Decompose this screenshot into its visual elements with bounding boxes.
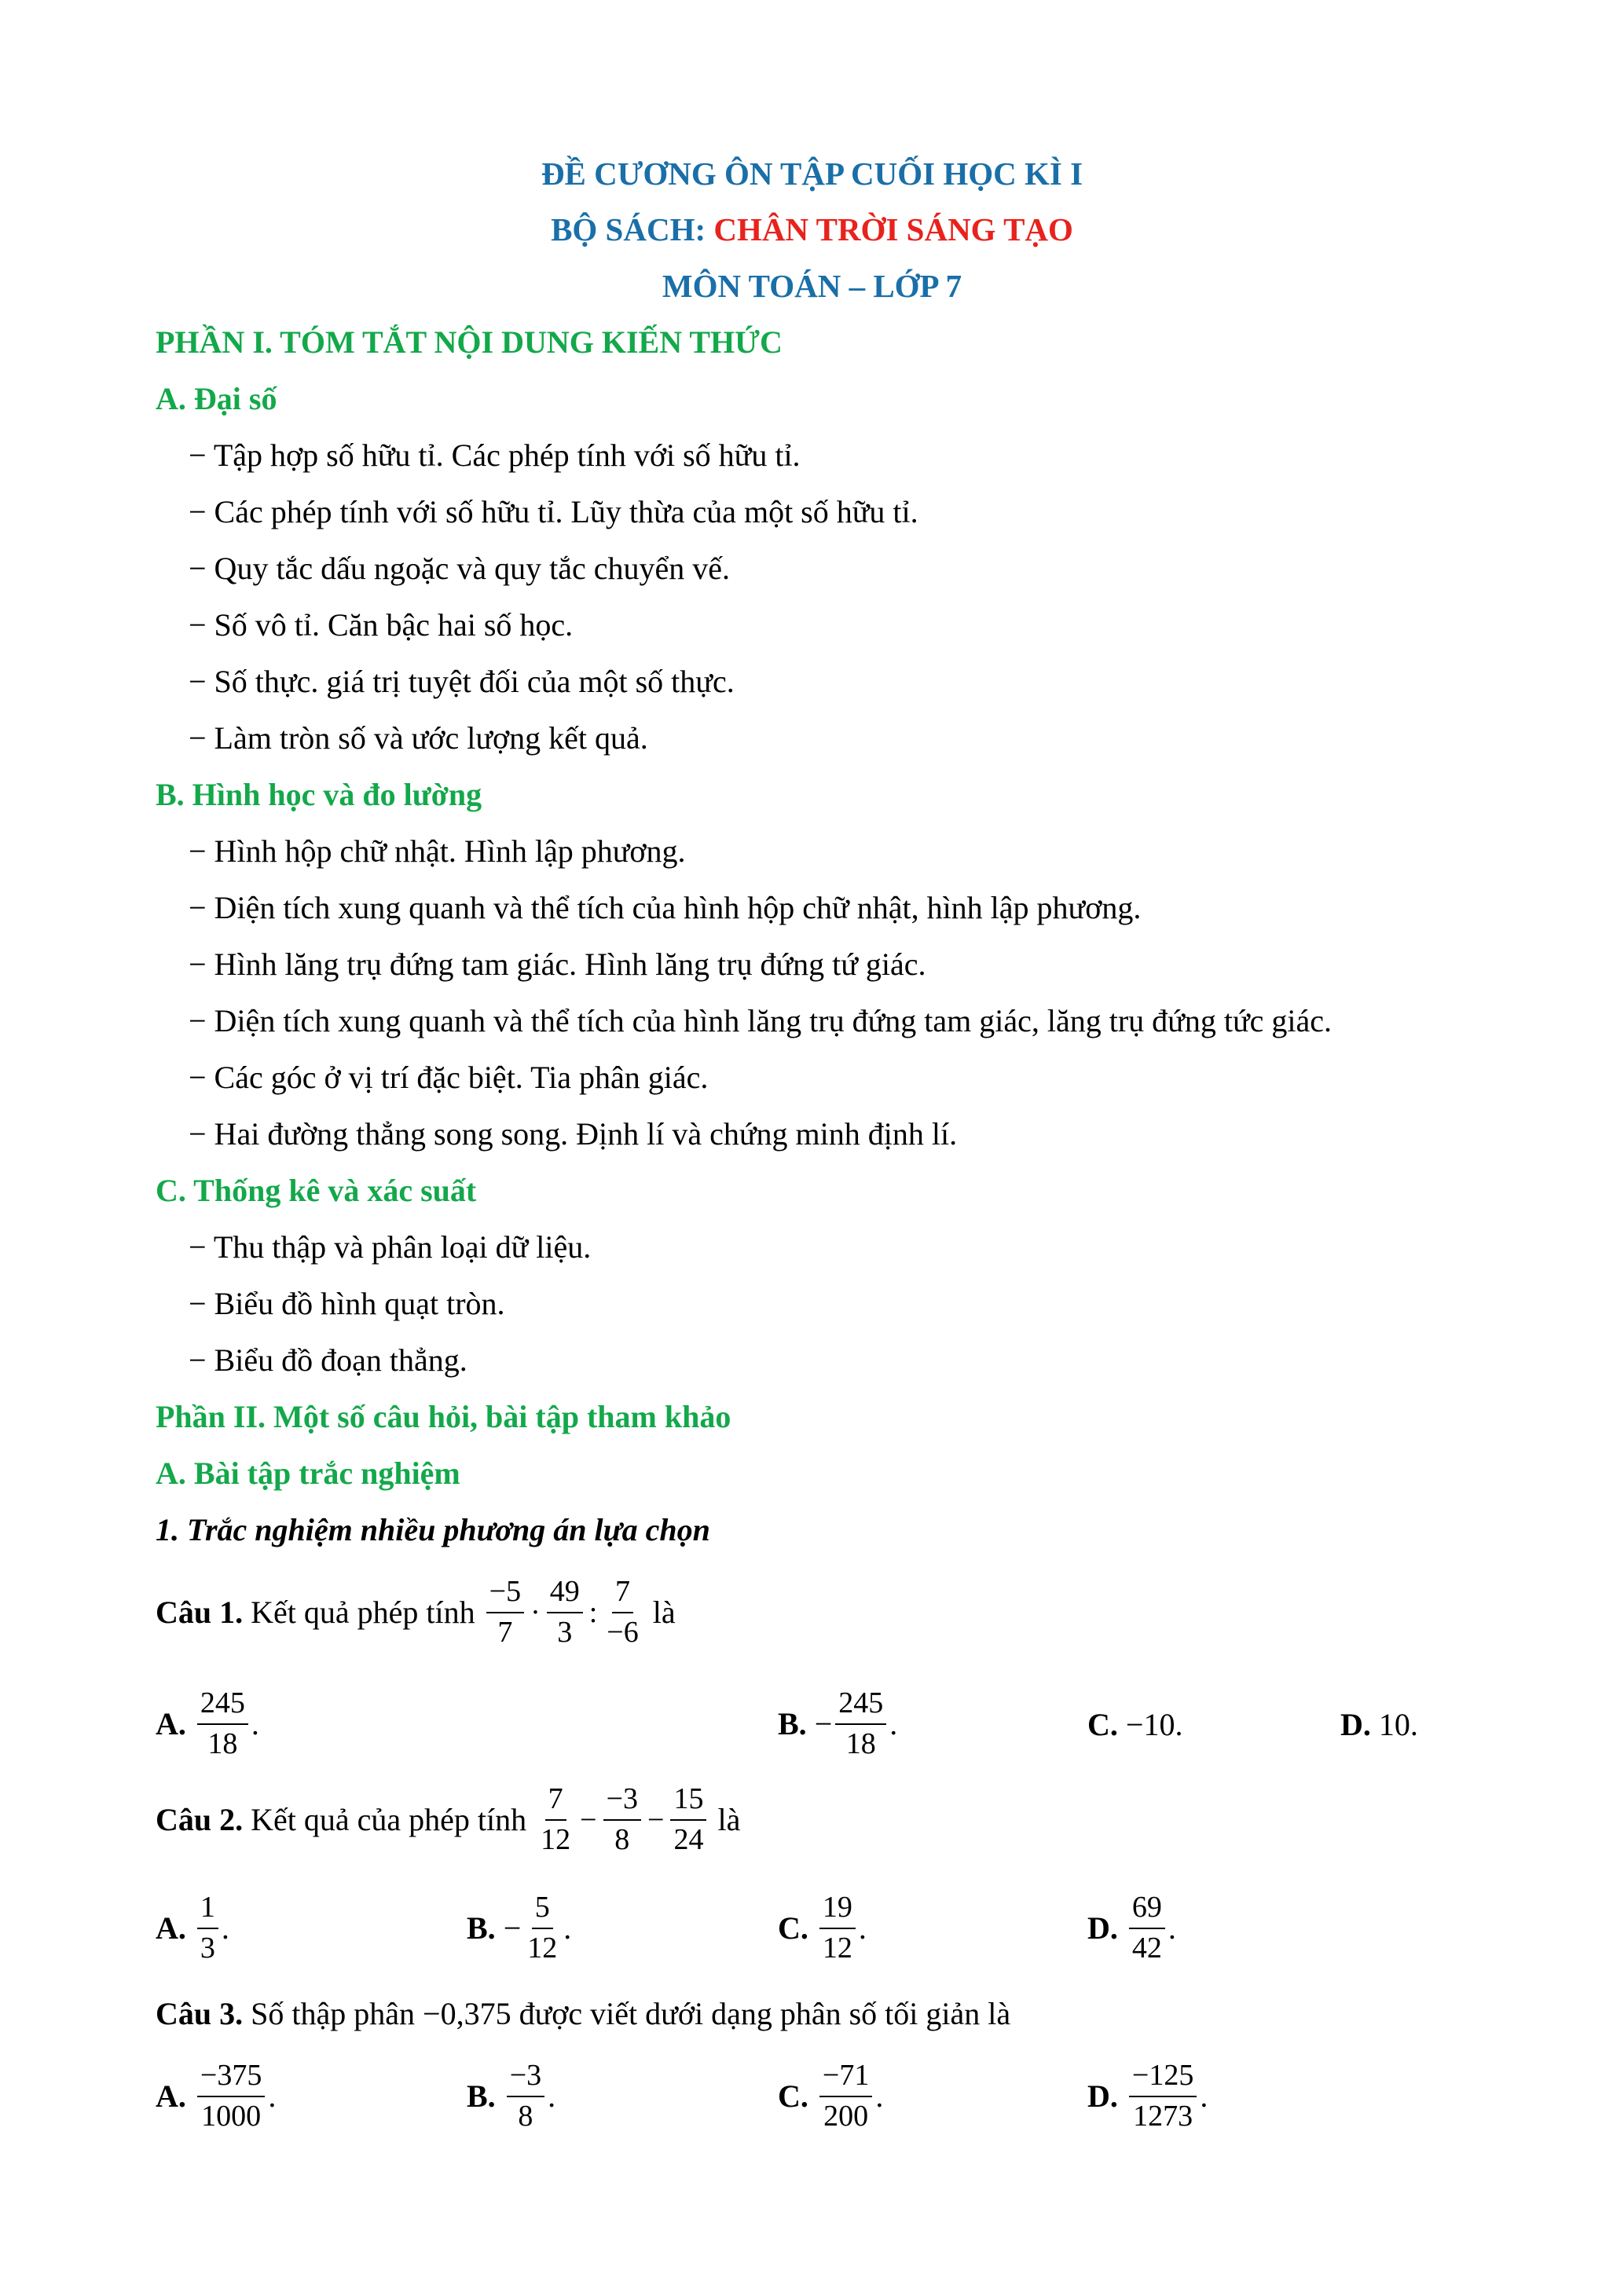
answer-option-d: D. $\frac{-125}{1273}$ .	[1087, 2059, 1208, 2133]
question-2	[156, 1783, 740, 1857]
question-label: Câu 3.	[156, 1996, 244, 2031]
doc-title-line3: MÔN TOÁN – LỚP 7	[662, 268, 962, 304]
fraction: $\frac{15}{24}$	[670, 1783, 706, 1857]
question-3	[156, 1995, 1010, 2032]
list-item: − Hai đường thẳng song song. Định lí và chứng minh định lí.	[189, 1116, 958, 1152]
answer-option-c: C. $\frac{-71}{200}$ .	[778, 2059, 884, 2133]
list-item: − Thu thập và phân loại dữ liệu.	[189, 1229, 592, 1265]
list-item: − Hình hộp chữ nhật. Hình lập phương.	[189, 833, 686, 869]
list-item: − Biểu đồ đoạn thẳng.	[189, 1342, 467, 1378]
question-text: Kết quả phép tính	[251, 1595, 475, 1631]
section-b-title: B. Hình học và đo lường	[156, 777, 482, 812]
question-label: Câu 1.	[156, 1595, 244, 1631]
doc-title-line2	[0, 211, 1624, 248]
part2-title: Phần II. Một số câu hỏi, bài tập tham khảo	[156, 1399, 731, 1434]
part2-subtitle: 1. Trắc nghiệm nhiều phương án lựa chọn	[156, 1512, 710, 1547]
answer-option-b: B. − $\frac{245}{18}$ .	[778, 1686, 898, 1760]
answer-option-c: C. −10.	[1087, 1707, 1183, 1742]
operator: −	[647, 1803, 665, 1836]
answer-option-a: A. $\frac{1}{3}$ .	[156, 1891, 229, 1965]
answer-option-a: A. $\frac{245}{18}$ .	[156, 1686, 259, 1760]
answer-option-a: A. $\frac{-375}{1000}$ .	[156, 2059, 277, 2133]
list-item: − Số vô tỉ. Căn bậc hai số học.	[189, 607, 574, 643]
question-1	[156, 1576, 676, 1650]
list-item: − Các góc ở vị trí đặc biệt. Tia phân giác.	[189, 1060, 709, 1095]
question-label: Câu 2.	[156, 1802, 244, 1838]
question-suffix: là	[652, 1595, 676, 1631]
list-item: − Quy tắc dấu ngoặc và quy tắc chuyển vế.	[189, 551, 730, 586]
operator: :	[588, 1595, 598, 1629]
answer-option-d: D. 10.	[1340, 1707, 1418, 1742]
operator: ·	[530, 1595, 541, 1629]
doc-title-book: CHÂN TRỜI SÁNG TẠO	[713, 211, 1073, 247]
answer-option-b: B. − $\frac{5}{12}$ .	[467, 1891, 572, 1965]
answer-option-c: C. $\frac{19}{12}$ .	[778, 1891, 867, 1965]
list-item: − Diện tích xung quanh và thể tích của hình lăng trụ đứng tam giác, lăng trụ đứng tức giác.	[189, 1003, 1332, 1038]
list-item: − Diện tích xung quanh và thể tích của hình hộp chữ nhật, hình lập phương.	[189, 890, 1142, 925]
section-c-title: C. Thống kê và xác suất	[156, 1173, 477, 1208]
question-text: Kết quả của phép tính	[251, 1802, 527, 1838]
part1-title: PHẦN I. TÓM TẮT NỘI DUNG KIẾN THỨC	[156, 324, 783, 360]
question-suffix: là	[717, 1802, 741, 1838]
fraction: $\frac{7}{12}$	[541, 1782, 571, 1856]
list-item: − Hình lăng trụ đứng tam giác. Hình lăng trụ đứng tứ giác.	[189, 947, 926, 982]
answer-option-d: D. $\frac{69}{42}$ .	[1087, 1891, 1176, 1965]
answer-option-b: B. $\frac{-3}{8}$ .	[467, 2059, 556, 2133]
fraction: $\frac{49}{3}$	[547, 1576, 583, 1650]
list-item: − Làm tròn số và ước lượng kết quả.	[189, 720, 648, 756]
list-item: − Các phép tính với số hữu tỉ. Lũy thừa của một số hữu tỉ.	[189, 494, 918, 529]
fraction: $\frac{-3}{8}$	[603, 1783, 641, 1857]
question-text: Số thập phân −0,375 được viết dưới dạng phân số tối giản là	[251, 1996, 1011, 2031]
list-item: − Tập hợp số hữu tỉ. Các phép tính với số hữu tỉ.	[189, 438, 801, 473]
fraction: $\frac{-5}{7}$	[486, 1576, 524, 1650]
fraction: $\frac{7}{-6}$	[607, 1575, 639, 1649]
doc-title-prefix: BỘ SÁCH:	[551, 211, 714, 247]
section-a-title: A. Đại số	[156, 381, 277, 416]
list-item: − Biểu đồ hình quạt tròn.	[189, 1286, 505, 1321]
list-item: − Số thực. giá trị tuyệt đối của một số thực.	[189, 664, 735, 699]
part2-section-a: A. Bài tập trắc nghiệm	[156, 1456, 460, 1491]
doc-title-line1: ĐỀ CƯƠNG ÔN TẬP CUỐI HỌC KÌ I	[541, 156, 1083, 192]
operator: −	[580, 1803, 597, 1836]
